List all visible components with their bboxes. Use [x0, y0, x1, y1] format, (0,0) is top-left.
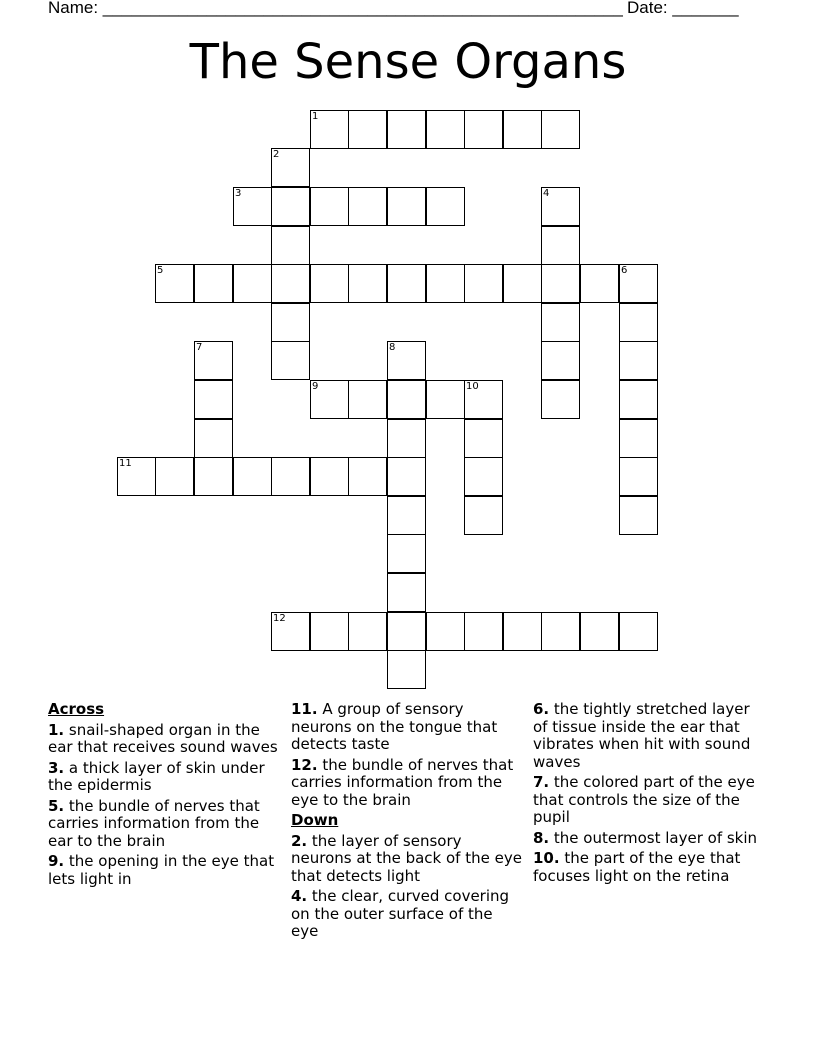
grid-cell[interactable]	[194, 419, 233, 458]
grid-cell[interactable]	[387, 341, 426, 380]
grid-cell[interactable]	[310, 457, 349, 496]
clue-number: 5.	[48, 796, 65, 815]
clue-number-label: 3	[235, 188, 242, 199]
grid-cell[interactable]	[348, 380, 387, 419]
grid-cell[interactable]	[387, 496, 426, 535]
grid-cell[interactable]	[619, 380, 658, 419]
grid-cell[interactable]	[310, 612, 349, 651]
date-blank[interactable]: _______	[672, 0, 739, 17]
grid-cell[interactable]	[271, 187, 310, 226]
grid-cell[interactable]	[387, 534, 426, 573]
clue-text: the layer of sensory neurons at the back of the eye that detects light	[291, 831, 522, 885]
grid-cell[interactable]	[426, 187, 465, 226]
grid-cell[interactable]	[464, 380, 503, 419]
clue-number-label: 5	[157, 265, 164, 276]
clue-number-label: 11	[119, 458, 132, 469]
grid-cell[interactable]	[541, 341, 580, 380]
grid-cell[interactable]	[464, 110, 503, 149]
grid-cell[interactable]	[310, 264, 349, 303]
grid-cell[interactable]	[541, 612, 580, 651]
grid-cell[interactable]	[348, 264, 387, 303]
grid-cell[interactable]	[619, 303, 658, 342]
clue-text: the tightly stretched layer of tissue inside the ear that vibrates when hit with sound waves	[533, 700, 751, 771]
grid-cell[interactable]	[233, 457, 272, 496]
grid-cell[interactable]	[426, 380, 465, 419]
grid-cell[interactable]	[619, 496, 658, 535]
grid-cell[interactable]	[619, 264, 658, 303]
clue-down-10	[533, 850, 765, 885]
grid-cell[interactable]	[503, 110, 542, 149]
clue-number: 1.	[48, 720, 65, 739]
grid-cell[interactable]	[271, 341, 310, 380]
clue-text: a thick layer of skin under the epidermis	[48, 758, 265, 794]
grid-cell[interactable]	[310, 380, 349, 419]
grid-cell[interactable]	[271, 303, 310, 342]
grid-cell[interactable]	[541, 380, 580, 419]
grid-cell[interactable]	[155, 457, 194, 496]
clue-column-3	[533, 701, 765, 888]
grid-cell[interactable]	[387, 457, 426, 496]
grid-cell[interactable]	[541, 303, 580, 342]
name-label: Name:	[48, 0, 103, 17]
clue-number: 11.	[291, 700, 318, 718]
grid-cell[interactable]	[426, 264, 465, 303]
clue-across-1	[48, 722, 280, 757]
clue-number-label: 12	[273, 613, 286, 624]
grid-cell[interactable]	[387, 264, 426, 303]
grid-cell[interactable]	[619, 419, 658, 458]
grid-cell[interactable]	[387, 419, 426, 458]
clue-number: 6.	[533, 700, 550, 718]
clue-text: the bundle of nerves that carries information from the ear to the brain	[48, 796, 260, 850]
grid-cell[interactable]	[348, 187, 387, 226]
grid-cell[interactable]	[541, 264, 580, 303]
clue-number: 9.	[48, 852, 65, 870]
grid-cell[interactable]	[503, 264, 542, 303]
grid-cell[interactable]	[194, 380, 233, 419]
grid-cell[interactable]	[387, 380, 426, 419]
grid-cell[interactable]	[387, 612, 426, 651]
clue-number-label: 6	[621, 265, 628, 276]
clue-down-7	[533, 774, 765, 827]
grid-cell[interactable]	[387, 187, 426, 226]
grid-cell[interactable]	[387, 650, 426, 689]
grid-cell[interactable]	[464, 264, 503, 303]
grid-cell[interactable]	[387, 573, 426, 612]
clue-text: the opening in the eye that lets light in	[48, 852, 275, 888]
clue-text: the colored part of the eye that controls the size of the pupil	[533, 773, 755, 826]
clue-text: the outermost layer of skin	[549, 828, 758, 847]
grid-cell[interactable]	[541, 110, 580, 149]
clue-down-6	[533, 701, 765, 771]
grid-cell[interactable]	[580, 264, 619, 303]
grid-cell[interactable]	[503, 612, 542, 651]
clue-text: the clear, curved covering on the outer surface of the eye	[291, 887, 510, 940]
clue-number-label: 9	[312, 381, 319, 392]
clue-number-label: 1	[312, 111, 319, 122]
clue-across-12	[291, 757, 523, 810]
grid-cell[interactable]	[233, 264, 272, 303]
clue-down-8	[533, 830, 765, 848]
grid-cell[interactable]	[464, 496, 503, 535]
grid-cell[interactable]	[619, 457, 658, 496]
grid-cell[interactable]	[464, 419, 503, 458]
grid-cell[interactable]	[580, 612, 619, 651]
clue-number: 12.	[291, 755, 318, 774]
clue-number: 4.	[291, 887, 308, 905]
clue-number-label: 4	[543, 188, 550, 199]
clue-across-11	[291, 701, 523, 754]
clue-number-label: 8	[389, 342, 396, 353]
grid-cell[interactable]	[348, 457, 387, 496]
grid-cell[interactable]	[233, 187, 272, 226]
grid-cell[interactable]	[619, 612, 658, 651]
grid-cell[interactable]	[271, 148, 310, 187]
clue-across-5	[48, 798, 280, 851]
grid-cell[interactable]	[271, 264, 310, 303]
grid-cell[interactable]	[426, 110, 465, 149]
clue-down-2	[291, 833, 523, 886]
name-blank[interactable]: _______________________________________________________	[102, 0, 623, 17]
clue-text: A group of sensory neurons on the tongue that detects taste	[291, 700, 498, 753]
clue-text: the bundle of nerves that carries information from the eye to the brain	[291, 755, 514, 809]
clue-column-2	[291, 701, 523, 944]
grid-cell[interactable]	[348, 612, 387, 651]
clue-text: snail-shaped organ in the ear that receives sound waves	[48, 720, 278, 756]
grid-cell[interactable]	[271, 612, 310, 651]
grid-cell[interactable]	[541, 187, 580, 226]
clue-across-3	[48, 760, 280, 795]
grid-cell[interactable]	[194, 457, 233, 496]
grid-cell[interactable]	[194, 264, 233, 303]
clue-across-9	[48, 853, 280, 888]
clue-number: 7.	[533, 773, 550, 791]
down-heading: Down	[291, 811, 339, 829]
grid-cell[interactable]	[426, 612, 465, 651]
clue-down-4	[291, 888, 523, 941]
grid-cell[interactable]	[117, 457, 156, 496]
grid-cell[interactable]	[310, 110, 349, 149]
clue-number-label: 10	[466, 381, 479, 392]
clue-number: 2.	[291, 831, 308, 850]
clue-number: 10.	[533, 849, 560, 867]
grid-cell[interactable]	[387, 110, 426, 149]
clue-number: 8.	[533, 828, 550, 847]
date-label: Date:	[627, 0, 673, 17]
grid-cell[interactable]	[541, 226, 580, 265]
clue-column-1	[48, 701, 280, 891]
grid-cell[interactable]	[348, 110, 387, 149]
grid-cell[interactable]	[464, 612, 503, 651]
across-heading: Across	[48, 700, 105, 718]
page-title: The Sense Organs	[189, 34, 627, 90]
grid-cell[interactable]	[155, 264, 194, 303]
grid-cell[interactable]	[464, 457, 503, 496]
clue-number: 3.	[48, 758, 65, 777]
grid-cell[interactable]	[619, 341, 658, 380]
grid-cell[interactable]	[271, 226, 310, 265]
grid-cell[interactable]	[271, 457, 310, 496]
grid-cell[interactable]	[194, 341, 233, 380]
clue-number-label: 2	[273, 149, 280, 160]
clue-text: the part of the eye that focuses light on the retina	[533, 849, 741, 885]
grid-cell[interactable]	[310, 187, 349, 226]
clue-number-label: 7	[196, 342, 203, 353]
